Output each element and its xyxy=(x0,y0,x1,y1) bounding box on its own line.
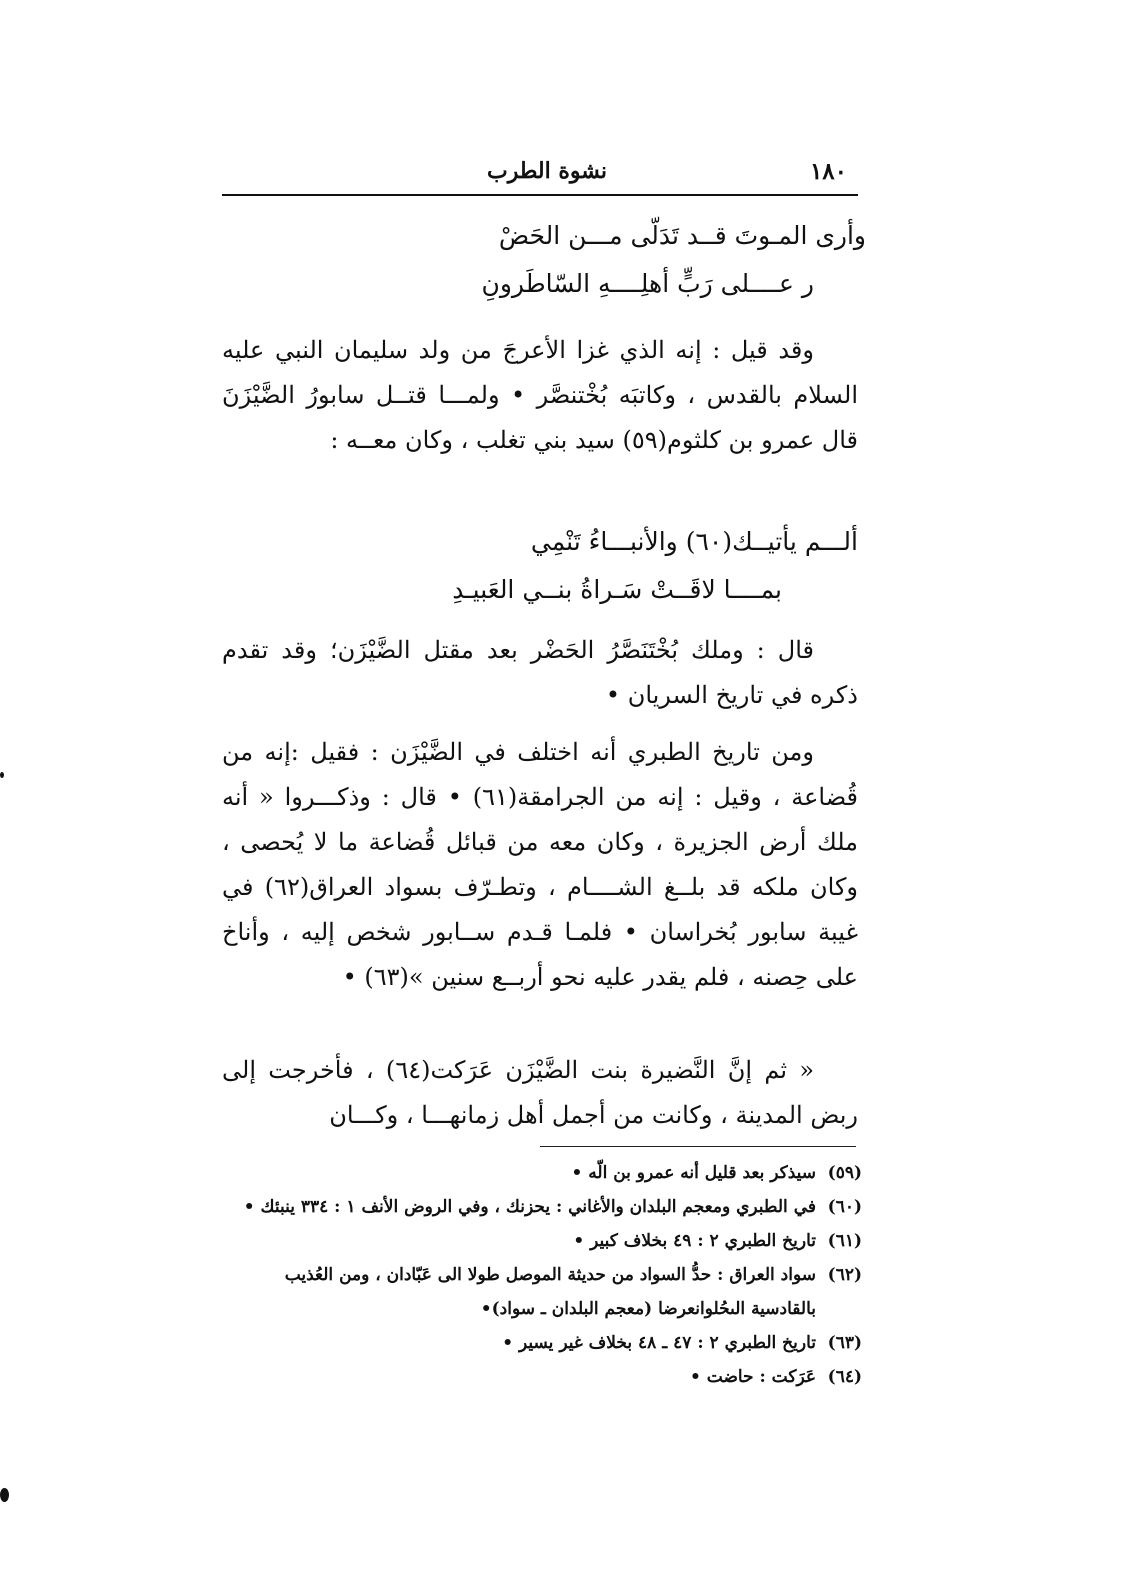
footnote-59 xyxy=(222,1156,862,1190)
verse-2-second-hemistich: بمــــا لاقَــتْ سَـراةُ بنــي العَبيـدِ xyxy=(452,575,782,604)
footnote-number: (٥٩) xyxy=(827,1163,862,1183)
verse-2 xyxy=(452,518,858,614)
footnote-number: (٦٠) xyxy=(827,1197,862,1217)
page-number: ١٨٠ xyxy=(809,158,847,185)
footnote-text: سواد العراق : حدُّ السواد من حديثة الموصل طولا الى عَبّادان ، ومن العُذيب بالقادسية الىحُلوانعرضا (معجم البلدان ـ سواد)• xyxy=(284,1265,816,1319)
verse-2-first-hemistich: ألـــم يأتيــك(٦٠) والأنبـــاءُ تَنْمِي xyxy=(530,527,858,556)
paragraph-4-block xyxy=(222,1048,858,1138)
footnote-number: (٦١) xyxy=(827,1231,862,1251)
footnote-number: (٦٢) xyxy=(827,1265,862,1285)
verse-1 xyxy=(481,212,866,308)
footnote-text: تاريخ الطبري ٢ : ٤٩ بخلاف كبير • xyxy=(573,1231,816,1251)
paragraph-2-block xyxy=(222,628,858,718)
header-rule xyxy=(222,194,858,196)
paragraph-4: « ثم إنَّ النَّضيرة بنت الضَّيْزَن عَرَكت(٦٤) ، فأخرجت إلى ربض المدينة ، وكانت من أجمل أهل زمانهـــا ، وكـــان xyxy=(222,1056,858,1129)
paragraph-2: قال : وملك بُخْتَنَصَّرُ الحَضْر بعد مقتل الضَّيْزَن؛ وقد تقدم ذكره في تاريخ السريان • xyxy=(222,636,858,709)
paragraph-1: وقد قيل : إنه الذي غزا الأعرجَ من ولد سليمان النبي عليه السلام بالقدس ، وكاتبَه بُخْتنصَّر • ولمـــا قتــل سابورُ الضَّيْزَنَ قال عمرو بن كلثوم(٥٩) سيد بني تغلب ، وكان معــه : xyxy=(222,336,858,454)
running-header xyxy=(222,158,857,194)
footnote-text: تاريخ الطبري ٢ : ٤٧ ـ ٤٨ بخلاف غير يسير • xyxy=(502,1333,816,1353)
paragraph-1-block xyxy=(222,328,858,463)
footnote-63 xyxy=(222,1326,862,1360)
footnote-text: سيذكر بعد قليل أنه عمرو بن الّه • xyxy=(571,1163,816,1183)
footnote-rule xyxy=(540,1146,856,1147)
scan-edge-mark xyxy=(0,1488,9,1502)
scan-edge-mark xyxy=(0,772,4,778)
verse-1-second-hemistich: ر عــــلى رَبٍّ أهلِــــهِ السّاطَرونِ xyxy=(481,269,814,298)
paragraph-3-block xyxy=(222,730,858,1000)
footnote-64 xyxy=(222,1360,862,1394)
footnotes xyxy=(222,1156,862,1394)
paragraph-3: ومن تاريخ الطبري أنه اختلف في الضَّيْزَن : فقيل :إنه من قُضاعة ، وقيل : إنه من الجرامقة(٦١) • قال : وذكـــروا « أنه ملك أرض الجزيرة ، وكان معه من قبائل قُضاعة ما لا يُحصى ، وكان ملكه قد بلــغ الشــــام ، وتطـرّف بسواد العراق(٦٢) في غيبة سابور بُخراسان • فلمـا قـدم ســابور شخص إليه ، وأناخ على حِصنه ، فلم يقدر عليه نحو أربــع سنين »(٦٣) • xyxy=(222,738,859,991)
footnote-62 xyxy=(222,1258,862,1326)
verse-1-first-hemistich: وأرى المـوتَ قــد تَدَلّى مـــن الحَضْ xyxy=(498,221,866,250)
footnote-number: (٦٤) xyxy=(827,1367,862,1387)
footnote-text: عَرَكت : حاضت • xyxy=(689,1367,816,1387)
footnote-text: في الطبري ومعجم البلدان والأغاني : يحزنك ، وفي الروض الأنف ١ : ٣٣٤ ينبئك • xyxy=(243,1197,816,1217)
footnote-61 xyxy=(222,1224,862,1258)
footnote-number: (٦٣) xyxy=(827,1333,862,1353)
footnote-60 xyxy=(222,1190,862,1224)
running-title: نشوة الطرب xyxy=(486,158,607,184)
